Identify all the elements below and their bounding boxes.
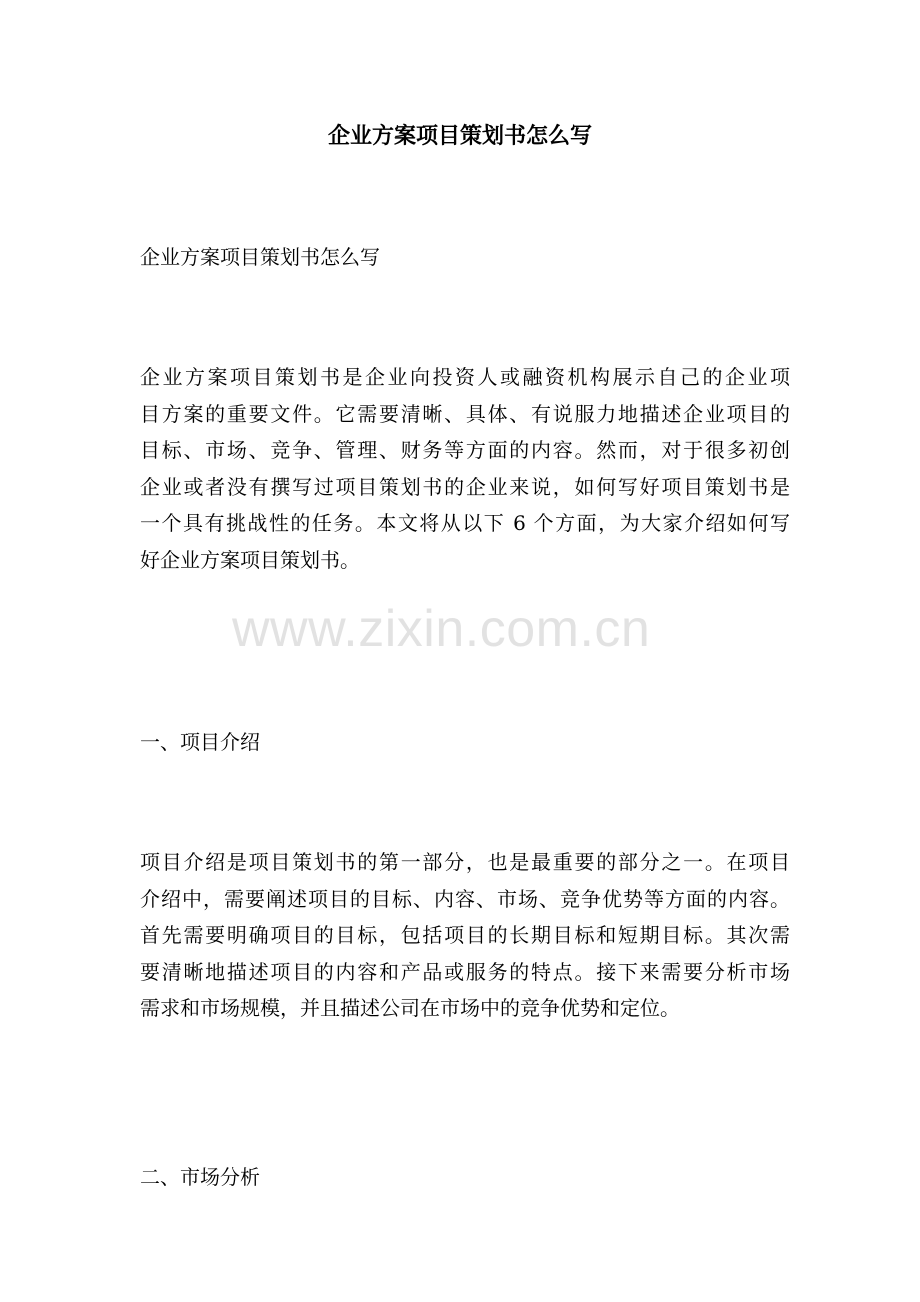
project-intro-line: 项目介绍是项目策划书的第一部分，也是最重要的部分之一。在项目: [140, 850, 790, 874]
intro-paragraph: [140, 359, 790, 578]
intro-line: 企业或者没有撰写过项目策划书的企业来说，如何写好项目策划书是: [140, 474, 790, 499]
intro-line: 目方案的重要文件。它需要清晰、具体、有说服力地描述企业项目的: [140, 401, 790, 426]
intro-line: 企业方案项目策划书是企业向投资人或融资机构展示自己的企业项: [140, 365, 790, 389]
project-intro-line: 首先需要明确项目的目标，包括项目的长期目标和短期目标。其次需: [140, 923, 790, 947]
project-intro-paragraph: [140, 844, 790, 1027]
site-watermark: www.zixin.com.cn: [232, 600, 651, 658]
subtitle-line: 企业方案项目策划书怎么写: [140, 245, 380, 269]
intro-line: 一个具有挑战性的任务。本文将从以下 6 个方面，为大家介绍如何写: [140, 511, 790, 535]
project-intro-line: 介绍中，需要阐述项目的目标、内容、市场、竞争优势等方面的内容。: [140, 886, 790, 911]
project-intro-line: 需求和市场规模，并且描述公司在市场中的竞争优势和定位。: [140, 996, 680, 1020]
document-title: 企业方案项目策划书怎么写: [327, 123, 592, 149]
intro-line: 好企业方案项目策划书。: [140, 547, 360, 572]
intro-line: 目标、市场、竞争、管理、财务等方面的内容。然而，对于很多初创: [140, 438, 790, 462]
project-intro-line: 要清晰地描述项目的内容和产品或服务的特点。接下来需要分析市场: [140, 959, 790, 984]
section-heading-project-intro: 一、项目介绍: [140, 730, 260, 754]
section-heading-market-analysis: 二、市场分析: [140, 1165, 260, 1189]
